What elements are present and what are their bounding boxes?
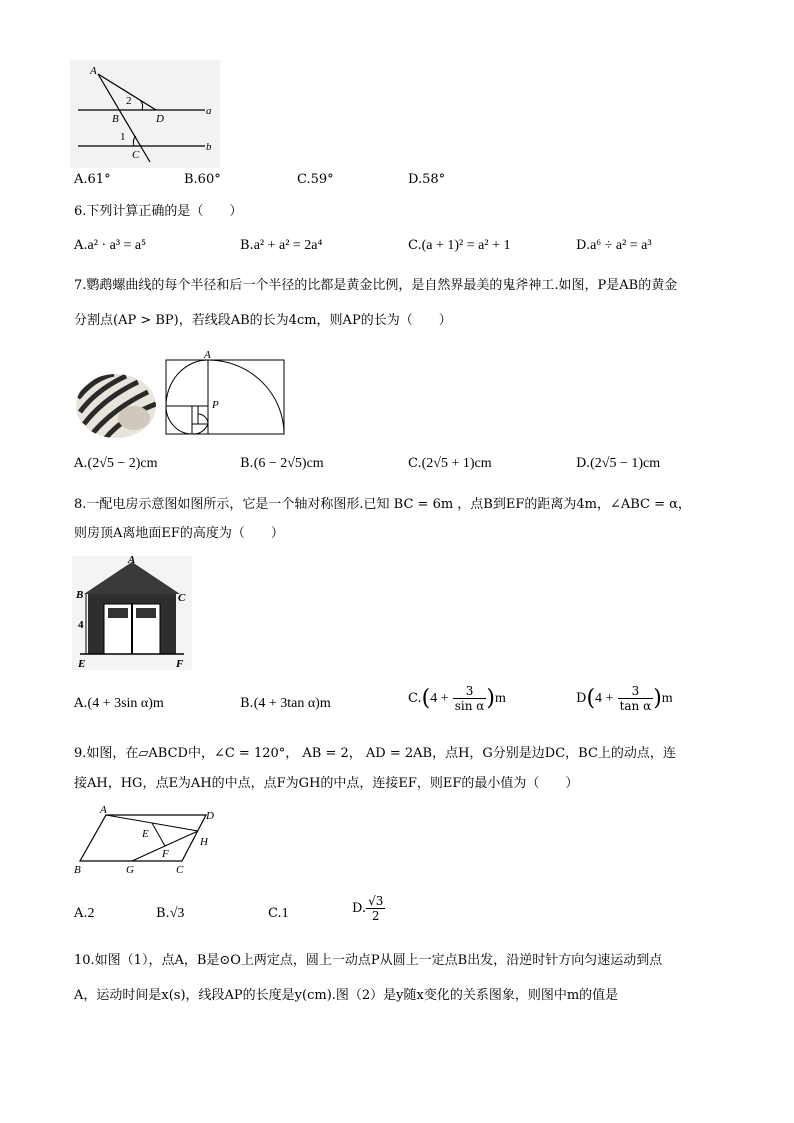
q7-option-a [74, 456, 158, 472]
q6-stem: 6.下列计算正确的是（ ） [74, 204, 243, 219]
q6-option-b-expr: a² + a² = 2a⁴ [253, 238, 323, 253]
fig-q8-label-E: E [78, 658, 86, 670]
q7-option-d [576, 456, 660, 472]
fig-q9-label-G: G [126, 864, 134, 876]
q5-option-c: C.59° [297, 172, 334, 187]
fig-q5-label-C: C [132, 149, 140, 161]
fig-q9-label-H: H [200, 836, 208, 848]
fig-q7-label-P: P [212, 399, 219, 411]
fig-q5-label-B: B [112, 113, 119, 125]
q9-option-b [156, 906, 184, 922]
q9-option-d [352, 894, 385, 923]
q8-option-b-letter: B. [240, 696, 254, 711]
q9-option-c [268, 906, 289, 922]
q6-option-a [74, 238, 146, 254]
q8-option-c-pre: 4 + [430, 691, 449, 706]
q9-option-d-fraction [366, 894, 385, 923]
fig-q5-label-b: b [206, 141, 212, 153]
parallelogram-figure [72, 805, 220, 877]
q6-option-b-letter: B. [240, 238, 254, 253]
q5-option-a: A.61° [74, 172, 111, 187]
fig-q8-label-C: C [178, 592, 186, 604]
q9-option-a-expr: 2 [87, 906, 95, 921]
q7-stem-line1: 7.鹦鹉螺曲线的每个半径和后一个半径的比都是黄金比例，是自然界最美的鬼斧神工.如图，P是AB的黄金 [74, 278, 678, 293]
fig-q7-label-A: A [204, 350, 211, 361]
q9-stem-line1: 9.如图，在▱ABCD中，∠C = 120°， AB = 2， AD = 2AB，点H，G分别是边DC，BC上的动点，连 [74, 746, 676, 761]
q9-stem-line2: 接AH，HG，点E为AH的中点，点F为GH的中点，连接EF，则EF的最小值为（ ） [74, 776, 579, 791]
fig-q9-label-B: B [74, 864, 81, 876]
fig-q5-label-2: 2 [126, 95, 132, 107]
q7-option-b [240, 456, 324, 472]
fig-q8-label-B: B [76, 589, 84, 601]
fig-q5-label-D: D [156, 113, 164, 125]
q6-option-b [240, 238, 322, 254]
q8-option-b-expr: (4 + 3tan α)m [253, 696, 331, 711]
q8-option-b [240, 696, 331, 712]
q5-figure [70, 60, 220, 168]
q10-stem-line1: 10.如图（1），点A，B是⊙O上两定点，圆上一动点P从圆上一定点B出发，沿逆时针方向匀速运动到点 [74, 953, 663, 968]
q8-option-d-letter: D [576, 691, 587, 706]
fig-q9-label-D: D [206, 810, 214, 822]
q7-option-c-expr: (2√5 + 1)cm [421, 456, 492, 471]
q6-option-c-expr: (a + 1)² = a² + 1 [421, 238, 511, 253]
q6-option-d-expr: a⁶ ÷ a² = a³ [590, 238, 652, 253]
nautilus-shell-image [74, 368, 160, 440]
q8-option-c-unit: m [495, 691, 506, 706]
q6-option-a-expr: a² · a³ = a⁵ [87, 238, 147, 253]
fig-q9-label-E: E [142, 828, 149, 840]
fig-q9-label-C: C [176, 864, 184, 876]
q5-option-b: B.60° [184, 172, 221, 187]
fig-q5-label-1: 1 [120, 131, 126, 143]
q8-option-c: C.(4 + $\frac{3}{\text{sin α}}$ )m [408, 684, 506, 713]
q7-option-d-expr: (2√5 − 1)cm [590, 456, 661, 471]
fig-q9-label-F: F [162, 848, 169, 860]
q7-option-a-letter: A. [74, 456, 88, 471]
q7-option-b-letter: B. [240, 456, 254, 471]
fig-q9-label-A: A [100, 805, 107, 816]
q9-option-b-letter: B. [156, 906, 170, 921]
q9-option-d-letter: D. [352, 901, 367, 916]
fig-q8-label-4: 4 [78, 619, 84, 631]
q9-option-d-den: 2 [371, 909, 380, 923]
q7-stem-line2: 分割点(AP > BP)，若线段AB的长为4cm，则AP的长为（ ） [74, 313, 452, 328]
q8-option-c-fraction [453, 684, 487, 713]
q9-option-d-num: √3 [368, 894, 384, 908]
q7-option-d-letter: D. [576, 456, 591, 471]
q8-option-d-num: 3 [618, 684, 654, 699]
q8-option-d-pre: 4 + [595, 691, 614, 706]
fig-q5-label-A: A [90, 65, 97, 77]
fig-q5-label-a: a [206, 105, 212, 117]
q6-option-d [576, 238, 652, 254]
q6-option-c [408, 238, 510, 254]
q8-option-d-fraction [618, 684, 654, 713]
q5-option-d: D.58° [408, 172, 446, 187]
q7-option-c-letter: C. [408, 456, 422, 471]
fig-q8-label-A: A [128, 556, 136, 566]
q8-option-d-den: tan α [619, 699, 652, 713]
q8-option-c-num: 3 [453, 684, 487, 699]
q7-option-b-expr: (6 − 2√5)cm [253, 456, 324, 471]
q9-option-c-letter: C. [268, 906, 282, 921]
q8-stem-line1: 8.一配电房示意图如图所示，它是一个轴对称图形.已知 BC = 6m ，点B到EF的距离为4m，∠ABC = α， [74, 497, 691, 512]
q7-option-a-expr: (2√5 − 2)cm [87, 456, 158, 471]
q9-option-b-expr: √3 [169, 906, 185, 921]
q8-option-c-letter: C. [408, 691, 422, 706]
q9-option-c-expr: 1 [281, 906, 289, 921]
q8-option-c-den: sin α [454, 699, 485, 713]
q8-option-d-unit: m [661, 691, 673, 706]
q8-option-a-letter: A. [74, 696, 88, 711]
q8-option-a-expr: (4 + 3sin α)m [87, 696, 164, 711]
fig-q8-label-F: F [176, 658, 184, 670]
q8-stem-line2: 则房顶A离地面EF的高度为（ ） [74, 526, 284, 541]
q8-option-a [74, 696, 164, 712]
golden-spiral-figure [162, 350, 288, 438]
q7-option-c [408, 456, 492, 472]
q6-option-c-letter: C. [408, 238, 422, 253]
q8-option-d: D(4 + $\frac{3}{\text{tan α}}$ )m [576, 684, 673, 713]
q6-option-d-letter: D. [576, 238, 591, 253]
q9-option-a-letter: A. [74, 906, 88, 921]
q9-option-a [74, 906, 95, 922]
substation-house-figure [72, 556, 192, 670]
q10-stem-line2: A，运动时间是x(s)，线段AP的长度是y(cm).图（2）是y随x变化的关系图象，则图中m的值是 [74, 988, 619, 1003]
q6-option-a-letter: A. [74, 238, 88, 253]
